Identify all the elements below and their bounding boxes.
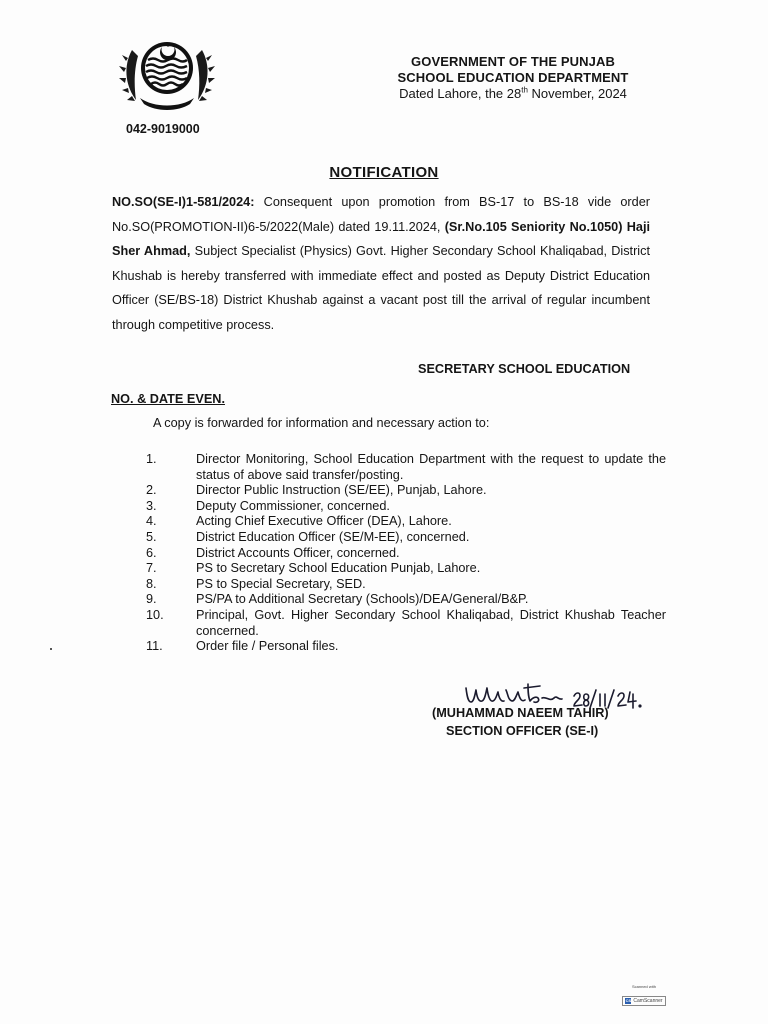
officer-name: (Sr.No.105 Seniority No.1050) Haji Sher Ahmad, (112, 219, 650, 258)
list-item: 5. District Education Officer (SE/M-EE), concerned. (146, 529, 470, 544)
list-item: 4. Acting Chief Executive Officer (DEA), Lahore. (146, 514, 452, 529)
order-reference-number: NO.SO(SE-I)1-581/2024: (112, 195, 255, 209)
punjab-government-emblem (118, 30, 216, 114)
list-item: 9. PS/PA to Additional Secretary (Schools)/DEA/General/B&P. (146, 592, 529, 607)
department-header (368, 54, 658, 102)
signatory-title: SECTION OFFICER (SE-I) (446, 724, 599, 738)
list-item: 6. District Accounts Officer, concerned. (146, 545, 400, 560)
camscanner-watermark: Scanned with CS CamScanner (622, 984, 666, 1012)
distribution-list (146, 452, 666, 655)
department-name: SCHOOL EDUCATION DEPARTMENT (397, 70, 629, 85)
no-date-even-heading: NO. & DATE EVEN. (111, 392, 225, 406)
phone-number: 042-9019000 (126, 122, 200, 136)
camscanner-logo-icon: CS (625, 998, 632, 1003)
forwarding-intro: A copy is forwarded for information and necessary action to: (153, 416, 490, 430)
list-item: 11. Order file / Personal files. (146, 639, 339, 654)
list-item: 7. PS to Secretary School Education Punjab, Lahore. (146, 561, 481, 576)
list-item: 2. Director Public Instruction (SE/EE), Punjab, Lahore. (146, 483, 487, 498)
notification-body: NO.SO(SE-I)1-581/2024: Consequent upon promotion from BS-17 to BS-18 vide order No.SO(PROMOTION-II)6-5/2022(Male) dated 19.11.2024, (Sr.No.105 Seniority No.1050) Haji Sher Ahmad, Subject Specialist (Physics) Govt. Higher Secondary School Khaliqabad, District Khushab is hereby transferred with immediate effect and posted as Deputy District Education Officer (SE/BS-18) District Khushab against a vacant post till the arrival of regular incumbent through competitive process. (112, 195, 650, 332)
issuing-authority: SECRETARY SCHOOL EDUCATION (418, 362, 631, 376)
margin-mark (50, 648, 52, 650)
dated-line: Dated Lahore, the 28th November, 2024 (399, 85, 627, 101)
list-item: 10. Principal, Govt. Higher Secondary School Khaliqabad, District Khushab Teacher concerned. (146, 607, 666, 638)
list-item: 8. PS to Special Secretary, SED. (146, 576, 366, 591)
notification-title: NOTIFICATION (329, 164, 439, 181)
signatory-name: (MUHAMMAD NAEEM TAHIR) (432, 706, 609, 720)
list-item: 3. Deputy Commissioner, concerned. (146, 498, 390, 513)
list-item: 1. Director Monitoring, School Education Department with the request to update the status of above said transfer/posting. (146, 452, 666, 482)
government-name: GOVERNMENT OF THE PUNJAB (411, 54, 615, 69)
